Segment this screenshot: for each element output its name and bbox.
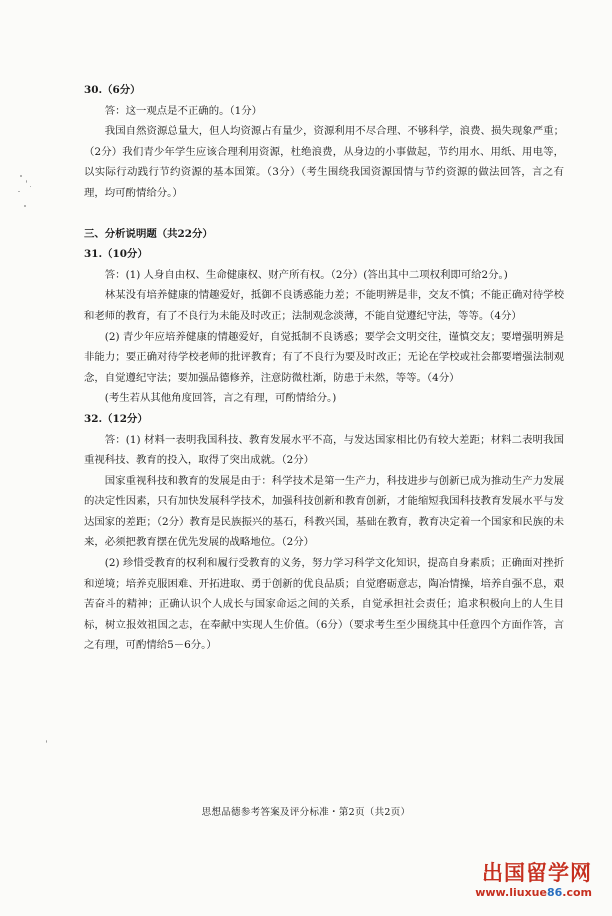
site-watermark[interactable] (475, 860, 592, 900)
question-31-answer-2: (2) 青少年应培养健康的情趣爱好，自觉抵制不良诱惑；要学会文明交往，谨慎交友；要增强明辨是非能力；要正确对待学校老师的批评教育；有了不良行为要及时改正；无论在学校或社会都要增强法制观念，自觉遵纪守法；要加强品德修养，注意防微杜渐，防患于未然，等等。（4分） (84, 330, 564, 384)
scan-speck (26, 180, 27, 183)
watermark-url-b: 86 (546, 886, 563, 899)
question-31-answer-1: 答：(1) 人身自由权、生命健康权、财产所有权。（2分）(答出其中二项权利即可给2分。) (104, 268, 508, 281)
page-footer: 思想品德参考答案及评分标准・第2页（共2页） (201, 807, 411, 818)
answer-content (84, 80, 564, 656)
question-32-label: 32.（12分） (84, 412, 148, 425)
watermark-url-a: www.liuxue (475, 886, 547, 899)
question-31-analysis: 林某没有培养健康的情趣爱好，抵御不良诱惑能力差；不能明辨是非，交友不慎；不能正确对待学校和老师的教育，有了不良行为未能及时改正；法制观念淡薄，不能自觉遵纪守法，等等。（4分） (84, 289, 564, 322)
question-32-answer-2: (2) 珍惜受教育的权利和履行受教育的义务，努力学习科学文化知识，提高自身素质；正确面对挫折和逆境；培养克服困难、开拓进取、勇于创新的优良品质；自觉磨砺意志，陶冶情操，培养自强不息，艰苦奋斗的精神；正确认识个人成长与国家命运之间的关系，自觉承担社会责任；追求积极向上的人生目标，树立报效祖国之志，在奉献中实现人生价值。（6分）（要求考生至少围绕其中任意四个方面作答，言之有理，可酌情给5－6分。） (84, 557, 564, 652)
scan-speck (30, 186, 31, 187)
watermark-url-c: .com (562, 886, 592, 899)
watermark-title: 出国留学网 (482, 861, 592, 885)
question-32-answer-1: 答：(1) 材料一表明我国科技、教育发展水平不高，与发达国家相比仍有较大差距；材料二表明我国重视科技、教育的投入，取得了突出成就。（2分） (84, 433, 564, 467)
scan-speck (18, 191, 20, 192)
watermark-url (475, 886, 592, 900)
scan-speck (24, 205, 26, 207)
question-30-body: 我国自然资源总量大，但人均资源占有量少，资源利用不尽合理、不够科学，浪费、损失现象严重；（2分）我们青少年学生应该合理利用资源，杜绝浪费，从身边的小事做起，节约用水、用纸、用电等，以实际行动践行节约资源的基本国策。（3分）（考生围绕我国资源国情与节约资源的做法回答，言之有理，均可酌情给分。） (84, 125, 564, 199)
question-31-note: (考生若从其他角度回答，言之有理，可酌情给分。) (104, 392, 337, 405)
question-31-label: 31.（10分） (84, 248, 148, 261)
scan-speck (20, 175, 22, 177)
section-3-title: 三、分析说明题（共22分） (84, 227, 213, 240)
question-30-label: 30.（6分） (84, 84, 141, 96)
scan-speck (46, 740, 47, 743)
question-32-reason: 国家重视科技和教育的发展是由于：科学技术是第一生产力，科技进步与创新已成为推动生产力发展的决定性因素，只有加快发展科学技术，加强科技创新和教育创新，才能缩短我国科技教育发展水平与发达国家的差距；（2分）教育是民族振兴的基石，科教兴国，基础在教育，教育决定着一个国家和民族的未来，必须把教育摆在优先发展的战略地位。（2分） (84, 474, 564, 549)
question-30-answer: 答：这一观点是不正确的。（1分） (104, 104, 263, 117)
